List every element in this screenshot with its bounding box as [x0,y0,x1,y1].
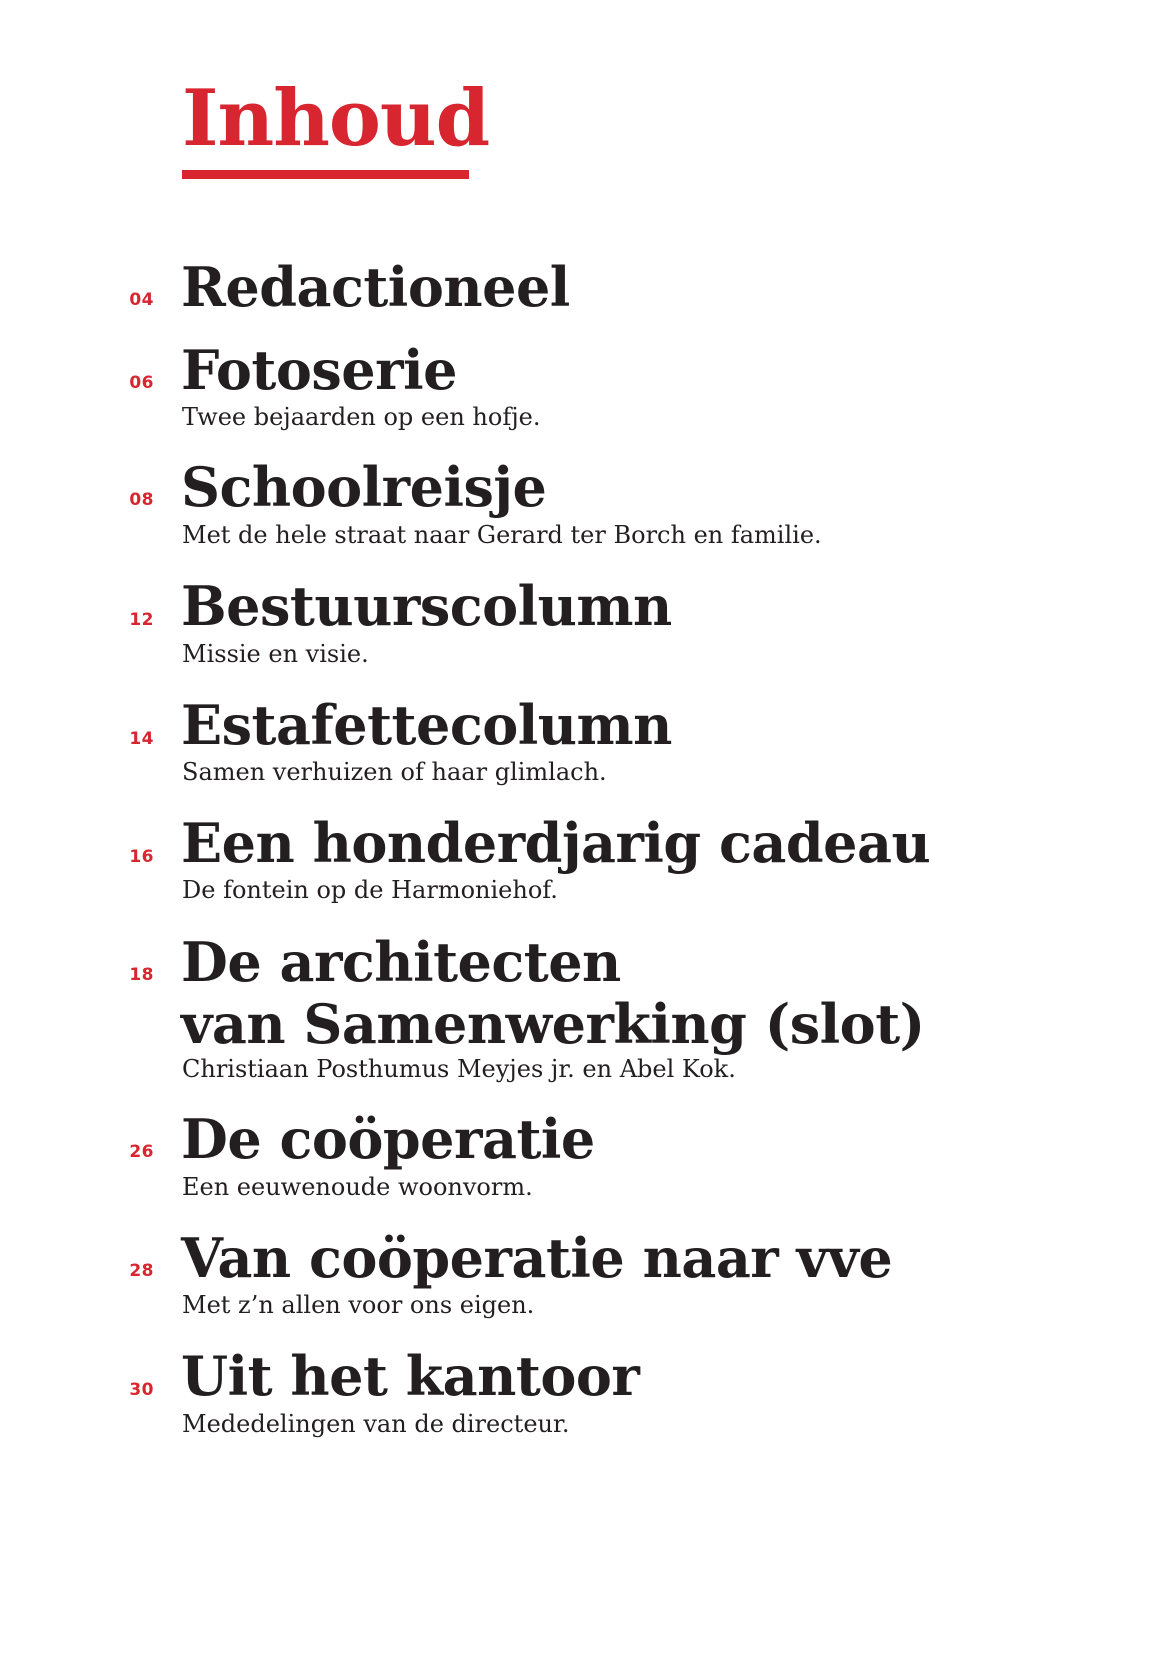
page-number: 30 [129,1380,154,1400]
entry-heading[interactable]: Bestuurscolumn [181,574,672,638]
entry-subtitle: Met de hele straat naar Gerard ter Borch en familie. [182,521,822,549]
page-title-block [182,73,490,179]
entry-heading[interactable] [181,931,925,1055]
entry-heading[interactable]: De coöperatie [181,1107,595,1171]
entry-subtitle: De fontein op de Harmoniehof. [182,876,558,904]
entry-subtitle: Missie en visie. [182,640,369,668]
page-number: 04 [129,290,154,310]
entry-subtitle: Christiaan Posthumus Meyjes jr. en Abel Kok. [182,1055,736,1083]
entry-heading[interactable]: Van coöperatie naar vve [181,1226,893,1290]
entry-heading[interactable]: Redactioneel [181,255,570,319]
page-number: 14 [129,729,154,749]
entry-heading[interactable]: Schoolreisje [181,455,547,519]
page-number: 16 [129,847,154,867]
entry-heading[interactable]: Fotoserie [181,338,457,402]
entry-heading[interactable]: Een honderdjarig cadeau [181,811,931,875]
page-number: 26 [129,1142,154,1162]
entry-heading[interactable]: Estafettecolumn [181,693,672,757]
page-number: 18 [129,965,154,985]
title-underline [182,170,469,179]
entry-heading[interactable]: Uit het kantoor [181,1344,640,1408]
entry-subtitle: Twee bejaarden op een hofje. [182,403,541,431]
entry-subtitle: Met z’n allen voor ons eigen. [182,1291,535,1319]
entry-subtitle: Samen verhuizen of haar glimlach. [182,758,607,786]
entry-subtitle: Mededelingen van de directeur. [182,1410,570,1438]
page-number: 08 [129,490,154,510]
entry-heading-line: De architecten [181,930,621,994]
entry-subtitle: Een eeuwenoude woonvorm. [182,1173,533,1201]
page-number: 28 [129,1261,154,1281]
entry-heading-line: van Samenwerking (slot) [181,992,925,1056]
page-number: 06 [129,373,154,393]
page-number: 12 [129,610,154,630]
page-title: Inhoud [182,73,490,164]
